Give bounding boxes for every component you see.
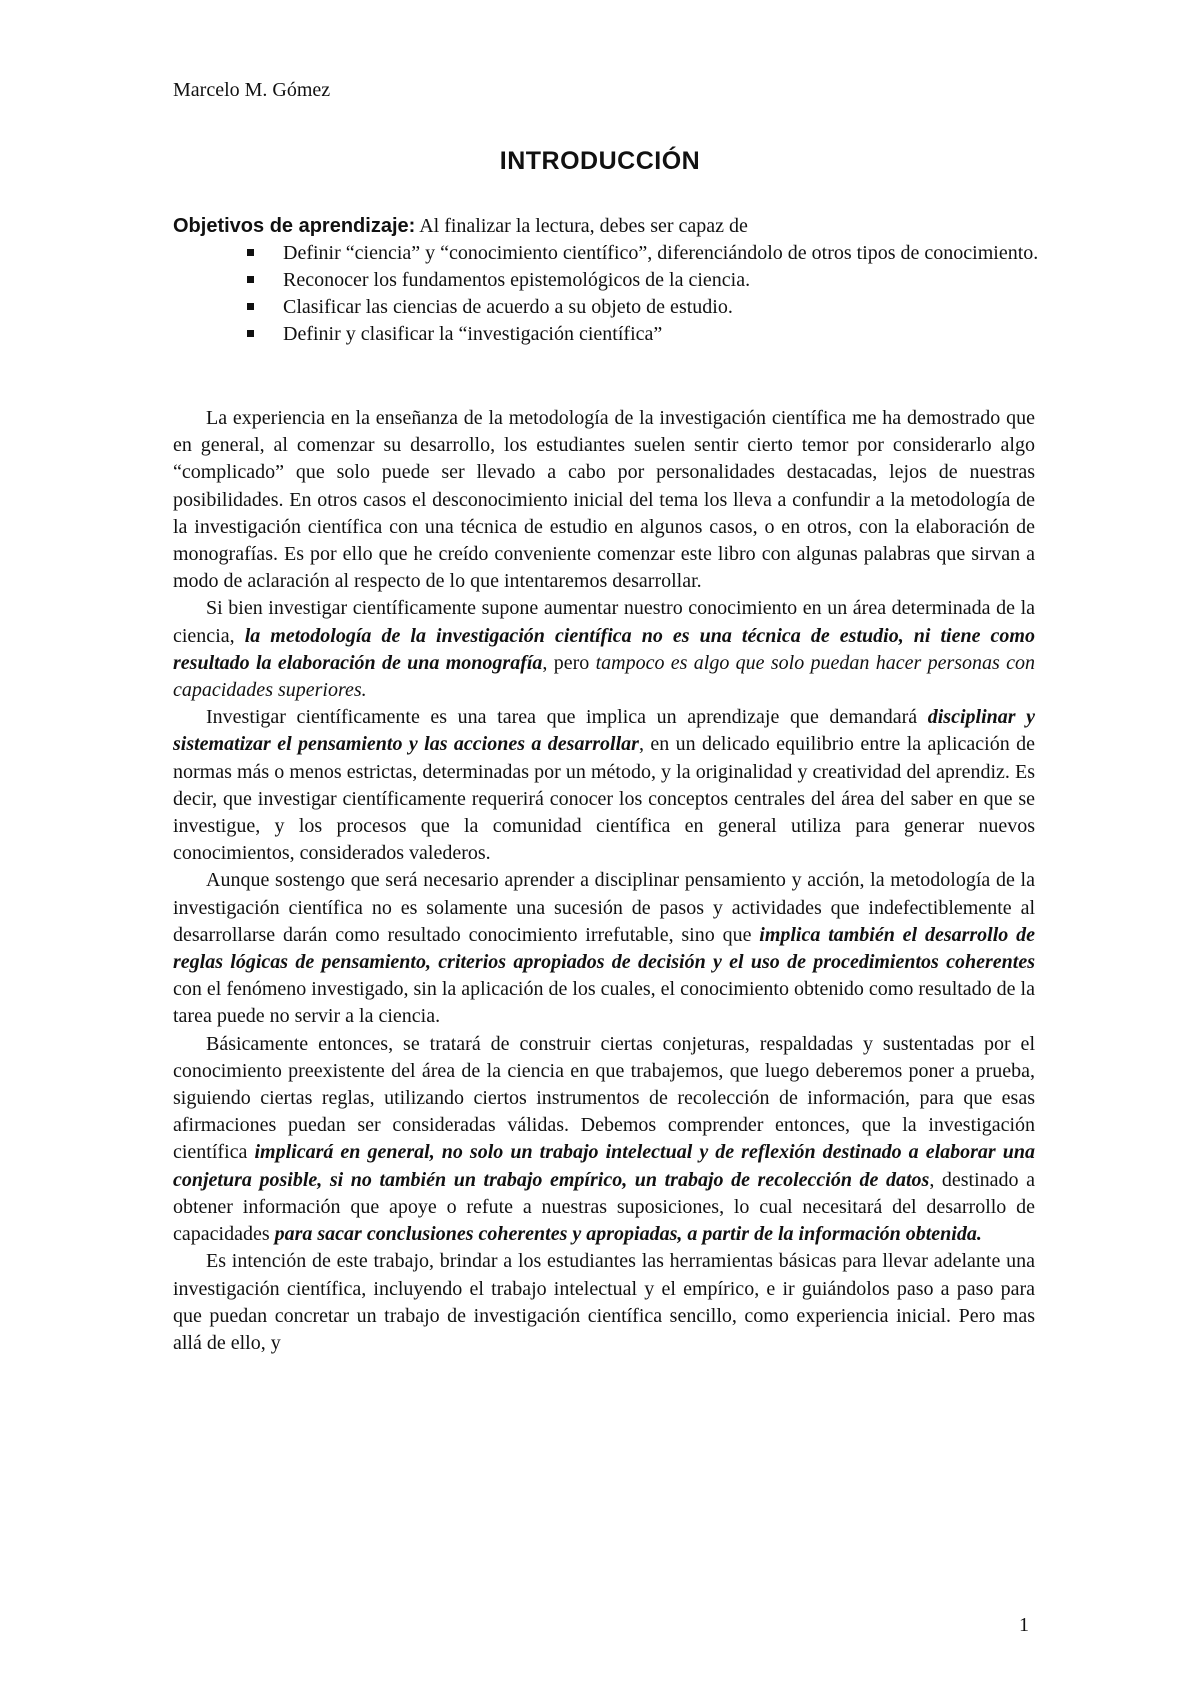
paragraph-3 [173,704,1035,867]
body-text [173,405,1035,1357]
objectives-intro: Al finalizar la lectura, debes ser capaz de [415,215,748,237]
objectives-label: Objetivos de aprendizaje: [173,215,416,237]
paragraph-5 [173,1031,1035,1249]
text-run: Básicamente entonces, se tratará de construir ciertas conjeturas, respaldadas y sustentadas por el conocimiento preexistente del área de la ciencia en que trabajemos, que luego deberemos poner a prueba, siguiendo ciertas reglas, utilizando ciertos instrumentos de recolección de información, para que esas afirmaciones puedan ser consideradas válidas. Debemos comprender entonces, que la investigación científica [173,1032,1035,1164]
paragraph-6: Es intención de este trabajo, brindar a los estudiantes las herramientas básicas para llevar adelante una investigación científica, incluyendo el trabajo intelectual y el empírico, e ir guiándolos paso a paso para que puedan concretar un trabajo de investigación científica sencillo, como experiencia inicial. Pero mas allá de ello, y [173,1250,1035,1354]
list-item [173,294,1043,321]
emphasis-text: implicará en general, no solo un trabajo intelectual y de reflexión destinado a elaborar una conjetura posible, si no también un trabajo empírico, un trabajo de recolección de datos [173,1141,1035,1191]
bullet-square-icon [247,330,254,337]
objective-text: Clasificar las ciencias de acuerdo a su objeto de estudio. [283,296,733,318]
list-item [173,267,1043,294]
bullet-square-icon [247,249,254,256]
learning-objectives [173,213,1043,348]
bullet-square-icon [247,303,254,310]
objective-text: Definir “ciencia” y “conocimiento científico”, diferenciándolo de otros tipos de conocimiento. [283,242,1039,264]
page-number: 1 [1019,1614,1029,1636]
text-run: , en un delicado equilibrio entre la aplicación de normas más o menos estrictas, determinadas por un método, y la originalidad y creatividad del aprendiz. Es decir, que investigar científicamente requerirá conocer los conceptos centrales del área del saber en que se investigue, y los procesos que la comunidad científica en general utiliza para generar nuevos conocimientos, considerados valederos. [173,733,1035,865]
text-run: , pero [542,651,596,674]
emphasis-text: disciplinar y sistematizar el pensamiento y las acciones a desarrollar [173,706,1036,756]
emphasis-text: implica también el desarrollo de reglas lógicas de pensamiento, criterios apropiados de decisión y el uso de procedimientos coherentes [173,923,1035,974]
header-author: Marcelo M. Gómez [173,79,331,101]
bullet-square-icon [247,276,254,283]
list-item [173,321,1043,348]
paragraph-1: La experiencia en la enseñanza de la metodología de la investigación científica me ha demostrado que en general, al comenzar su desarrollo, los estudiantes suelen sentir cierto temor por considerarlo algo “complicado” que solo puede ser llevado a cabo por personalidades destacadas, lejos de nuestras posibilidades. En otros casos el desconocimiento inicial del tema los lleva a confundir a la metodología de la investigación científica con una técnica de estudio en algunos casos, o en otros, con la elaboración de monografías. Es por ello que he creído conveniente comenzar este libro con algunas palabras que sirvan a modo de aclaración al respecto de lo que intentaremos desarrollar. [173,407,1035,593]
objective-text: Reconocer los fundamentos epistemológicos de la ciencia. [283,269,751,291]
paragraph-2 [173,595,1035,704]
text-run: , destinado a obtener información que apoye o refute a nuestras suposiciones, lo cual necesitará del desarrollo de capacidades [173,1168,1035,1246]
italic-text: tampoco es algo que solo puedan hacer personas con capacidades superiores. [173,651,1036,702]
text-run: con el fenómeno investigado, sin la aplicación de los cuales, el conocimiento obtenido como resultado de la tarea puede no servir a la ciencia. [173,978,1035,1028]
list-item [173,240,1043,267]
objectives-list [173,240,1043,348]
text-run: Si bien investigar científicamente supone aumentar nuestro conocimiento en un área determinada de la ciencia, [173,597,1035,647]
objectives-intro-line [173,213,1043,240]
emphasis-text: para sacar conclusiones coherentes y apropiadas, a partir de la información obtenida. [274,1223,982,1246]
paragraph-4 [173,867,1035,1030]
objective-text: Definir y clasificar la “investigación científica” [283,323,663,345]
page-title: INTRODUCCIÓN [499,147,701,175]
text-run: Investigar científicamente es una tarea que implica un aprendizaje que demandará [206,706,928,729]
emphasis-text: la metodología de la investigación científica no es una técnica de estudio, ni tiene como resultado la elaboración de una monografía [173,624,1035,674]
text-run: Aunque sostengo que será necesario aprender a disciplinar pensamiento y acción, la metodología de la investigación científica no es solamente una sucesión de pasos y actividades que indefectiblemente al desarrollarse darán como resultado conocimiento irrefutable, sino que [173,869,1035,946]
